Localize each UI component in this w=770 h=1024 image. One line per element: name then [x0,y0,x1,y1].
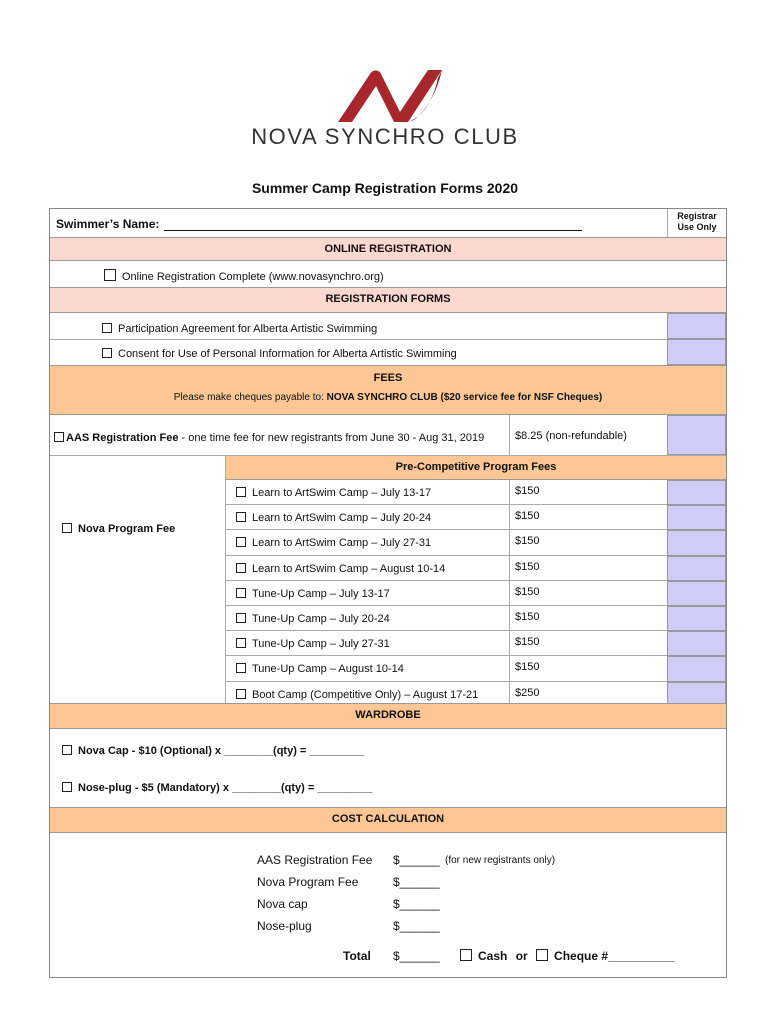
club-name: NOVA SYNCHRO CLUB [251,124,519,149]
cheque-note: Please make cheques payable to: NOVA SYNCHRO CLUB ($20 service fee for NSF Cheques) [173,392,603,403]
camp-row[interactable] [226,656,726,681]
checkbox-icon[interactable] [236,638,246,648]
camp-price: $150 [515,535,540,548]
checkbox-icon[interactable] [62,745,72,755]
camp-price: $150 [515,661,540,674]
aas-fee-amount: $8.25 (non-refundable) [515,430,627,442]
checkbox-icon[interactable] [236,689,246,699]
nova-logo-mark-icon [330,64,445,124]
nose-plug-item[interactable]: Nose-plug - $5 (Mandatory) x ________(qty) = _________ [62,782,372,794]
camp-price: $150 [515,585,540,598]
camp-row[interactable] [226,505,726,530]
participation-agreement-item[interactable]: Participation Agreement for Alberta Artistic Swimming [102,323,377,335]
fees-heading: FEES [373,372,403,384]
camp-row[interactable] [226,480,726,505]
club-logo [0,60,770,160]
cost-noseplug-amount[interactable]: $______ [393,919,440,933]
cost-nova-label: Nova Program Fee [257,875,359,889]
checkbox-icon[interactable] [236,663,246,673]
cash-label: Cash [478,949,508,963]
cheque-checkbox-icon[interactable] [536,949,548,961]
checkbox-icon[interactable] [62,523,72,533]
aas-fee-item[interactable]: AAS Registration Fee - one time fee for new registrants from June 30 - Aug 31, 2019 [54,432,484,444]
registrar-box-camp[interactable] [667,505,726,530]
registrar-box-camp[interactable] [667,606,726,631]
cash-checkbox-icon[interactable] [460,949,472,961]
camp-label: Learn to ArtSwim Camp – July 20-24 [236,512,431,524]
camp-label: Tune-Up Camp – July 20-24 [236,613,390,625]
cost-nova-amount[interactable]: $______ [393,875,440,889]
checkbox-icon[interactable] [102,323,112,333]
nova-program-fee-item[interactable]: Nova Program Fee [62,523,175,535]
registrar-box-camp[interactable] [667,656,726,681]
checkbox-icon[interactable] [62,782,72,792]
camp-price: $150 [515,611,540,623]
registrar-box-camp[interactable] [667,480,726,505]
page-title: Summer Camp Registration Forms 2020 [251,180,519,196]
precompetitive-header: Pre-Competitive Program Fees [226,456,726,480]
camp-price: $250 [515,686,540,699]
checkbox-icon[interactable] [102,348,112,358]
camp-label: Learn to ArtSwim Camp – July 27-31 [236,537,431,549]
cost-aas-amount[interactable]: $______ [393,853,440,867]
camp-label: Tune-Up Camp – July 27-31 [236,638,390,650]
camp-price: $150 [515,636,540,649]
registrar-box-aas[interactable] [667,415,726,455]
camp-label: Tune-Up Camp – July 13-17 [236,588,390,600]
swimmer-name-field[interactable] [164,230,582,231]
registrar-box-camp[interactable] [667,530,726,555]
registrar-box-camp[interactable] [667,631,726,656]
checkbox-icon[interactable] [236,563,246,573]
checkbox-icon[interactable] [236,588,246,598]
cheque-label: Cheque #__________ [554,949,675,963]
camp-row[interactable] [226,581,726,606]
camp-row[interactable] [226,606,726,631]
camp-price: $150 [515,560,540,573]
registrar-box-participation[interactable] [667,313,726,339]
checkbox-icon[interactable] [54,432,64,442]
registrar-box-camp[interactable] [667,581,726,606]
camp-price: $150 [515,485,540,497]
swimmer-name-label: Swimmer’s Name: [56,217,160,231]
camp-row[interactable] [226,631,726,656]
total-label: Total [343,949,371,963]
cost-aas-note: (for new registrants only) [445,855,556,866]
consent-item[interactable]: Consent for Use of Personal Information for Alberta Artistic Swimming [102,348,457,360]
registrar-use-only-label: Registrar Use Only [677,211,717,232]
camp-price: $150 [515,510,540,523]
or-label: or [515,949,528,963]
checkbox-icon[interactable] [236,613,246,623]
camp-label: Boot Camp (Competitive Only) – August 17-21 [236,689,478,701]
cost-noseplug-label: Nose-plug [257,919,312,933]
cost-aas-label: AAS Registration Fee [257,853,373,867]
checkbox-icon[interactable] [236,512,246,522]
registrar-box-camp[interactable] [667,556,726,581]
nova-cap-item[interactable]: Nova Cap - $10 (Optional) x ________(qty) = _________ [62,745,364,757]
registrar-box-consent[interactable] [667,339,726,365]
camp-row[interactable] [226,530,726,555]
camp-label: Learn to ArtSwim Camp – August 10-14 [236,563,445,575]
cost-cap-label: Nova cap [257,897,308,911]
checkbox-icon[interactable] [236,487,246,497]
camp-label: Learn to ArtSwim Camp – July 13-17 [236,487,431,499]
checkbox-icon[interactable] [236,537,246,547]
registration-forms-header: REGISTRATION FORMS [50,287,726,313]
camp-row[interactable] [226,556,726,581]
registration-form [49,208,727,978]
payment-method [460,949,675,963]
wardrobe-header: WARDROBE [50,703,726,729]
camp-label: Tune-Up Camp – August 10-14 [236,663,404,675]
online-registration-header: ONLINE REGISTRATION [50,237,726,261]
checkbox-icon[interactable] [104,269,116,281]
online-registration-item[interactable]: Online Registration Complete (www.novasynchro.org) [104,269,384,283]
cost-cap-amount[interactable]: $______ [393,897,440,911]
total-amount[interactable]: $______ [393,949,440,963]
cost-calculation-header: COST CALCULATION [50,807,726,833]
fees-header [50,365,726,415]
